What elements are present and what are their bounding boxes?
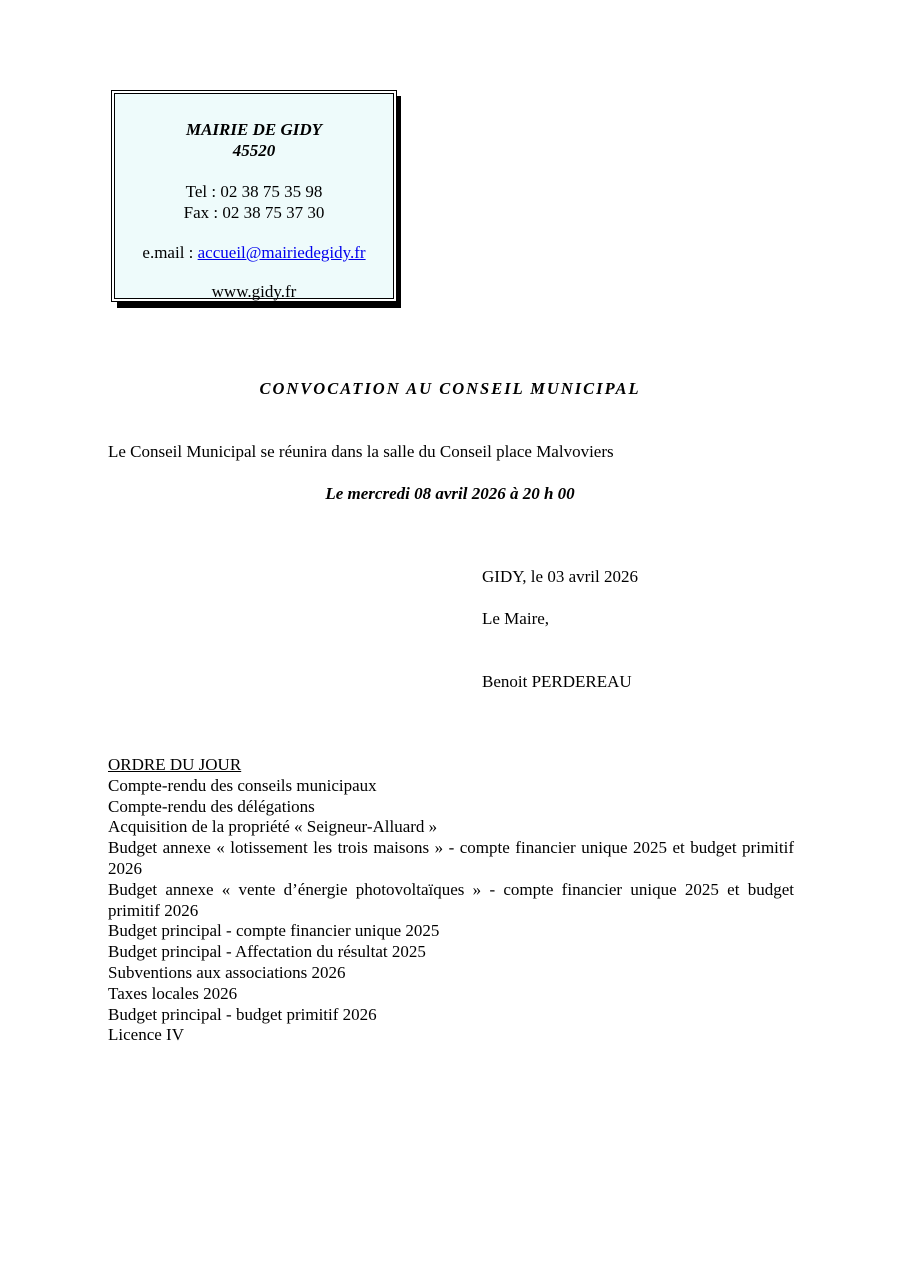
signature-name: Benoit PERDEREAU — [482, 672, 632, 691]
intro-text: Le Conseil Municipal se réunira dans la salle du Conseil place Malvoviers — [108, 442, 614, 461]
agenda-item: Budget annexe « lotissement les trois maisons » - compte financier unique 2025 et budget primitif 2026 — [108, 838, 794, 878]
mairie-email-line — [115, 242, 393, 263]
agenda-item: Budget principal - Affectation du résultat 2025 — [108, 942, 426, 962]
document-title: CONVOCATION AU CONSEIL MUNICIPAL — [259, 379, 641, 398]
agenda-section — [108, 755, 794, 1046]
agenda-item: Licence IV — [108, 1025, 184, 1045]
agenda-item: Subventions aux associations 2026 — [108, 962, 346, 982]
signature-place-date: GIDY, le 03 avril 2026 — [482, 567, 638, 586]
agenda-item: Compte-rendu des délégations — [108, 796, 315, 816]
mairie-tel: Tel : 02 38 75 35 98 — [185, 182, 323, 201]
agenda-item: Compte-rendu des conseils municipaux — [108, 775, 377, 795]
signature-role: Le Maire, — [482, 609, 550, 628]
agenda-heading: ORDRE DU JOUR — [108, 755, 242, 774]
mairie-header-inner — [114, 93, 394, 299]
mairie-fax: Fax : 02 38 75 37 30 — [183, 203, 325, 222]
mairie-header-box — [111, 90, 397, 302]
agenda-item: Budget principal - compte financier unique 2025 — [108, 921, 440, 941]
agenda-item: Budget annexe « vente d’énergie photovoltaïques » - compte financier unique 2025 et budget primitif 2026 — [108, 879, 794, 920]
agenda-item: Budget principal - budget primitif 2026 — [108, 1004, 377, 1024]
email-label: e.mail : — [142, 243, 198, 262]
agenda-item: Acquisition de la propriété « Seigneur-Alluard » — [108, 817, 438, 837]
email-link[interactable]: accueil@mairiedegidy.fr — [197, 243, 366, 262]
mairie-website: www.gidy.fr — [211, 282, 297, 301]
agenda-item: Taxes locales 2026 — [108, 983, 238, 1003]
mairie-name: MAIRIE DE GIDY — [185, 120, 323, 139]
meeting-date: Le mercredi 08 avril 2026 à 20 h 00 — [325, 484, 575, 503]
mairie-postal-code: 45520 — [232, 141, 276, 160]
